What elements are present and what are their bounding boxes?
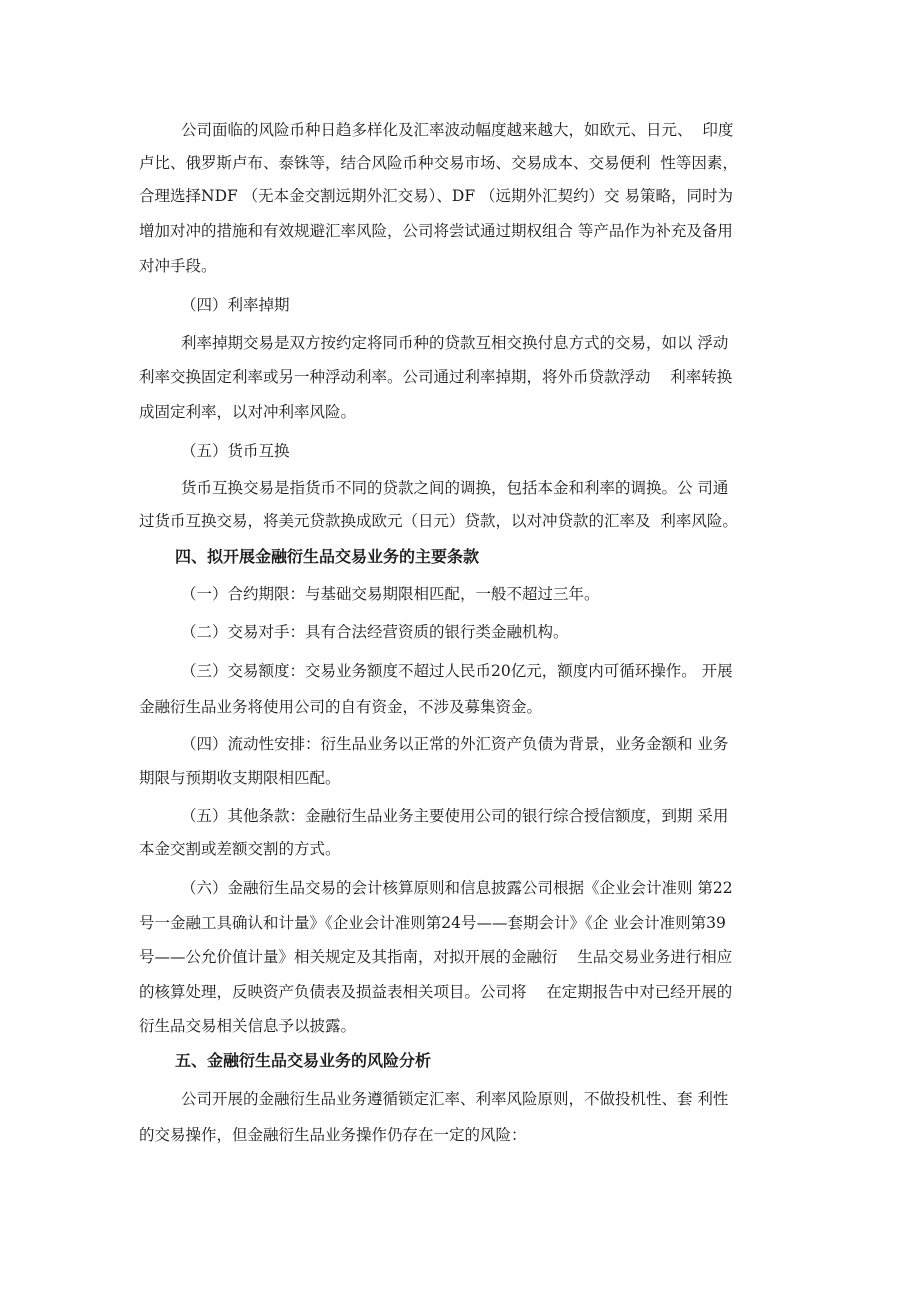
clause-line: 号——公允价值计量》相关规定及其指南，对拟开展的金融衍 生品交易业务进行相应: [139, 948, 733, 966]
clause-line: 衍生品交易相关信息予以披露。: [139, 1017, 357, 1035]
paragraph-line: 利率交换固定利率或另一种浮动利率。公司通过利率掉期，将外币贷款浮动 利率转换: [139, 368, 733, 386]
section-heading: 五、金融衍生品交易业务的风险分析: [175, 1051, 432, 1070]
paragraph-line: 货币互换交易是指货币不同的贷款之间的调换，包括本金和利率的调换。公 司通: [181, 479, 729, 497]
clause-line: （三）交易额度：交易业务额度不超过人民币20亿元，额度内可循环操作。 开展: [181, 662, 733, 680]
clause-line: （一）合约期限：与基础交易期限相匹配，一般不超过三年。: [181, 585, 600, 603]
clause-line: 期限与预期收支期限相匹配。: [139, 769, 341, 787]
clause-line: （四）流动性安排：衍生品业务以正常的外汇资产负债为背景，业务金额和 业务: [181, 735, 729, 753]
clause-line: 的核算处理，反映资产负债表及损益表相关项目。公司将 在定期报告中对已经开展的: [139, 983, 733, 1001]
clause-line: 金融衍生品业务将使用公司的自有资金，不涉及募集资金。: [139, 698, 543, 716]
paragraph-line: 公司开展的金融衍生品业务遵循锁定汇率、利率风险原则，不做投机性、套 利性: [181, 1090, 729, 1108]
clause-line: （五）其他条款：金融衍生品业务主要使用公司的银行综合授信额度，到期 采用: [181, 807, 729, 825]
clause-line: 本金交割或差额交割的方式。: [139, 840, 341, 858]
paragraph-line: 合理选择NDF （无本金交割远期外汇交易）、DF （远期外汇契约）交 易策略，同时为: [139, 187, 733, 205]
subsection-title: （五）货币互换: [181, 442, 290, 460]
paragraph-line: 公司面临的风险币种日趋多样化及汇率波动幅度越来越大，如欧元、日元、 印度: [181, 121, 734, 139]
paragraph-line: 对冲手段。: [139, 257, 217, 275]
paragraph-line: 成固定利率，以对冲利率风险。: [139, 403, 357, 421]
subsection-title: （四）利率掉期: [181, 296, 290, 314]
section-heading: 四、拟开展金融衍生品交易业务的主要条款: [175, 547, 480, 566]
paragraph-line: 的交易操作，但金融衍生品业务操作仍存在一定的风险：: [139, 1126, 527, 1144]
paragraph-line: 过货币互换交易，将美元贷款换成欧元（日元）贷款，以对冲贷款的汇率及 利率风险。: [139, 512, 738, 530]
paragraph-line: 利率掉期交易是双方按约定将同币种的贷款互相交换付息方式的交易，如以 浮动: [181, 334, 729, 352]
clause-line: 号一金融工具确认和计量》《企业会计准则第24号——套期会计》《企 业会计准则第39: [139, 914, 726, 932]
paragraph-line: 卢比、俄罗斯卢布、泰铢等，结合风险币种交易市场、交易成本、交易便利 性等因素，: [139, 154, 738, 172]
clause-line: （六）金融衍生品交易的会计核算原则和信息披露公司根据《企业会计准则 第22: [181, 879, 733, 897]
clause-line: （二）交易对手：具有合法经营资质的银行类金融机构。: [181, 623, 569, 641]
paragraph-line: 增加对冲的措施和有效规避汇率风险，公司将尝试通过期权组合 等产品作为补充及备用: [139, 222, 733, 240]
